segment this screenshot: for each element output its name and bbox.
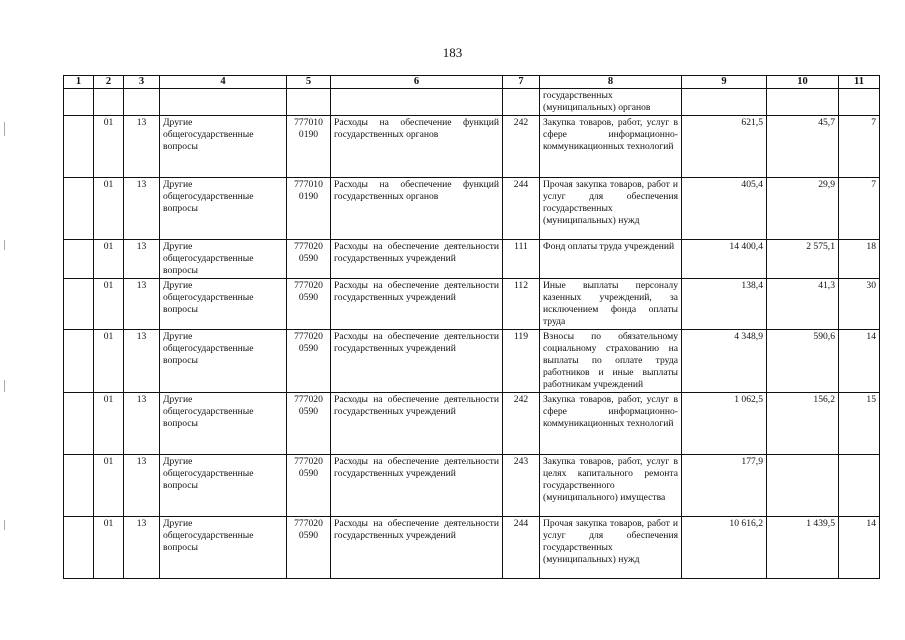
row-cell-empty	[64, 240, 94, 279]
percent-executed: 7	[839, 116, 880, 178]
column-header: 11	[839, 76, 880, 89]
section-name: Другие общегосударственные вопросы	[160, 240, 287, 279]
amount-actual: 2 575,1	[767, 240, 839, 279]
table-row	[64, 455, 880, 517]
section-name: Другие общегосударственные вопросы	[160, 330, 287, 393]
table-row	[64, 240, 880, 279]
amount-actual: 590,6	[767, 330, 839, 393]
target-article-code: 777020 0590	[287, 517, 331, 579]
expense-type-code: 242	[503, 116, 540, 178]
margin-mark	[4, 122, 5, 136]
percent-executed: 30	[839, 279, 880, 330]
target-article-code: 777010 0190	[287, 178, 331, 240]
expense-type-code: 119	[503, 330, 540, 393]
percent-executed	[839, 455, 880, 517]
amount-plan: 177,9	[682, 455, 767, 517]
target-article-code: 777010 0190	[287, 116, 331, 178]
subsection-code: 13	[124, 178, 160, 240]
expense-type-code: 244	[503, 178, 540, 240]
target-article-name: Расходы на обеспечение деятельности государственных учреждений	[331, 393, 503, 455]
amount-plan: 621,5	[682, 116, 767, 178]
amount-plan: 14 400,4	[682, 240, 767, 279]
target-article-code: 777020 0590	[287, 240, 331, 279]
target-article-name: Расходы на обеспечение деятельности государственных учреждений	[331, 240, 503, 279]
subsection-code: 13	[124, 517, 160, 579]
target-article-name: Расходы на обеспечение деятельности государственных учреждений	[331, 455, 503, 517]
percent-executed: 14	[839, 517, 880, 579]
margin-mark	[4, 240, 5, 250]
row-cell-empty	[64, 178, 94, 240]
table-header-row	[64, 76, 880, 89]
section-code: 01	[94, 517, 124, 579]
expense-type-name: Закупка товаров, работ, услуг в целях капитального ремонта государственного (муниципального) имущества	[540, 455, 682, 517]
column-header: 6	[331, 76, 503, 89]
section-name: Другие общегосударственные вопросы	[160, 517, 287, 579]
section-name: Другие общегосударственные вопросы	[160, 178, 287, 240]
table-row	[64, 178, 880, 240]
subsection-code: 13	[124, 240, 160, 279]
section-code: 01	[94, 393, 124, 455]
expense-type-name: Прочая закупка товаров, работ и услуг для обеспечения государственных (муниципальных) нужд	[540, 517, 682, 579]
column-header: 10	[767, 76, 839, 89]
amount-plan: 138,4	[682, 279, 767, 330]
amount-actual: 45,7	[767, 116, 839, 178]
table-row	[64, 517, 880, 579]
target-article-code: 777020 0590	[287, 455, 331, 517]
section-code: 01	[94, 455, 124, 517]
expense-type-name: Прочая закупка товаров, работ и услуг для обеспечения государственных (муниципальных) нужд	[540, 178, 682, 240]
budget-table	[63, 75, 880, 579]
amount-actual: 1 439,5	[767, 517, 839, 579]
section-code: 01	[94, 178, 124, 240]
subsection-code: 13	[124, 330, 160, 393]
amount-plan: 1 062,5	[682, 393, 767, 455]
percent-executed: 18	[839, 240, 880, 279]
target-article-name: Расходы на обеспечение деятельности государственных учреждений	[331, 279, 503, 330]
expense-type-name: Взносы по обязательному социальному страхованию на выплаты по оплате труда работников и иные выплаты работникам учреждений	[540, 330, 682, 393]
subsection-code: 13	[124, 393, 160, 455]
margin-mark	[4, 520, 5, 530]
column-header: 3	[124, 76, 160, 89]
column-header: 5	[287, 76, 331, 89]
expense-type-name: Закупка товаров, работ, услуг в сфере информационно-коммуникационных технологий	[540, 116, 682, 178]
section-code: 01	[94, 279, 124, 330]
section-name: Другие общегосударственные вопросы	[160, 279, 287, 330]
section-code: 01	[94, 116, 124, 178]
expense-type-code: 242	[503, 393, 540, 455]
amount-plan: 4 348,9	[682, 330, 767, 393]
table-row	[64, 330, 880, 393]
row-cell-empty	[64, 393, 94, 455]
row-cell-empty	[64, 330, 94, 393]
section-name: Другие общегосударственные вопросы	[160, 393, 287, 455]
column-header: 8	[540, 76, 682, 89]
page-number: 183	[442, 45, 463, 60]
amount-actual: 29,9	[767, 178, 839, 240]
target-article-name: Расходы на обеспечение функций государственных органов	[331, 116, 503, 178]
column-header: 7	[503, 76, 540, 89]
expense-type-name: Иные выплаты персоналу казенных учреждений, за исключением фонда оплаты труда	[540, 279, 682, 330]
expense-type-code: 112	[503, 279, 540, 330]
percent-executed: 7	[839, 178, 880, 240]
subsection-code: 13	[124, 279, 160, 330]
row-cell-empty	[64, 455, 94, 517]
subsection-code: 13	[124, 455, 160, 517]
table-row	[64, 393, 880, 455]
amount-plan: 10 616,2	[682, 517, 767, 579]
column-header: 2	[94, 76, 124, 89]
expense-type-name: Фонд оплаты труда учреждений	[540, 240, 682, 279]
percent-executed: 14	[839, 330, 880, 393]
target-article-code: 777020 0590	[287, 279, 331, 330]
subsection-code: 13	[124, 116, 160, 178]
expense-type-name: Закупка товаров, работ, услуг в сфере информационно-коммуникационных технологий	[540, 393, 682, 455]
table-row	[64, 279, 880, 330]
amount-actual	[767, 455, 839, 517]
percent-executed: 15	[839, 393, 880, 455]
column-header: 4	[160, 76, 287, 89]
section-code: 01	[94, 240, 124, 279]
amount-actual: 156,2	[767, 393, 839, 455]
section-name: Другие общегосударственные вопросы	[160, 116, 287, 178]
expense-type-code: 244	[503, 517, 540, 579]
section-name: Другие общегосударственные вопросы	[160, 455, 287, 517]
target-article-name: Расходы на обеспечение деятельности государственных учреждений	[331, 517, 503, 579]
row-cell-empty	[64, 517, 94, 579]
amount-plan: 405,4	[682, 178, 767, 240]
target-article-code: 777020 0590	[287, 330, 331, 393]
column-header: 1	[64, 76, 94, 89]
continuation-row	[64, 89, 880, 116]
row-cell-empty	[64, 116, 94, 178]
row-cell-empty	[64, 279, 94, 330]
table-row	[64, 116, 880, 178]
expense-type-code: 111	[503, 240, 540, 279]
expense-type-continuation: государственных (муниципальных) органов	[540, 89, 682, 116]
target-article-name: Расходы на обеспечение деятельности государственных учреждений	[331, 330, 503, 393]
target-article-name: Расходы на обеспечение функций государственных органов	[331, 178, 503, 240]
expense-type-code: 243	[503, 455, 540, 517]
target-article-code: 777020 0590	[287, 393, 331, 455]
section-code: 01	[94, 330, 124, 393]
column-header: 9	[682, 76, 767, 89]
margin-mark	[4, 380, 5, 392]
amount-actual: 41,3	[767, 279, 839, 330]
